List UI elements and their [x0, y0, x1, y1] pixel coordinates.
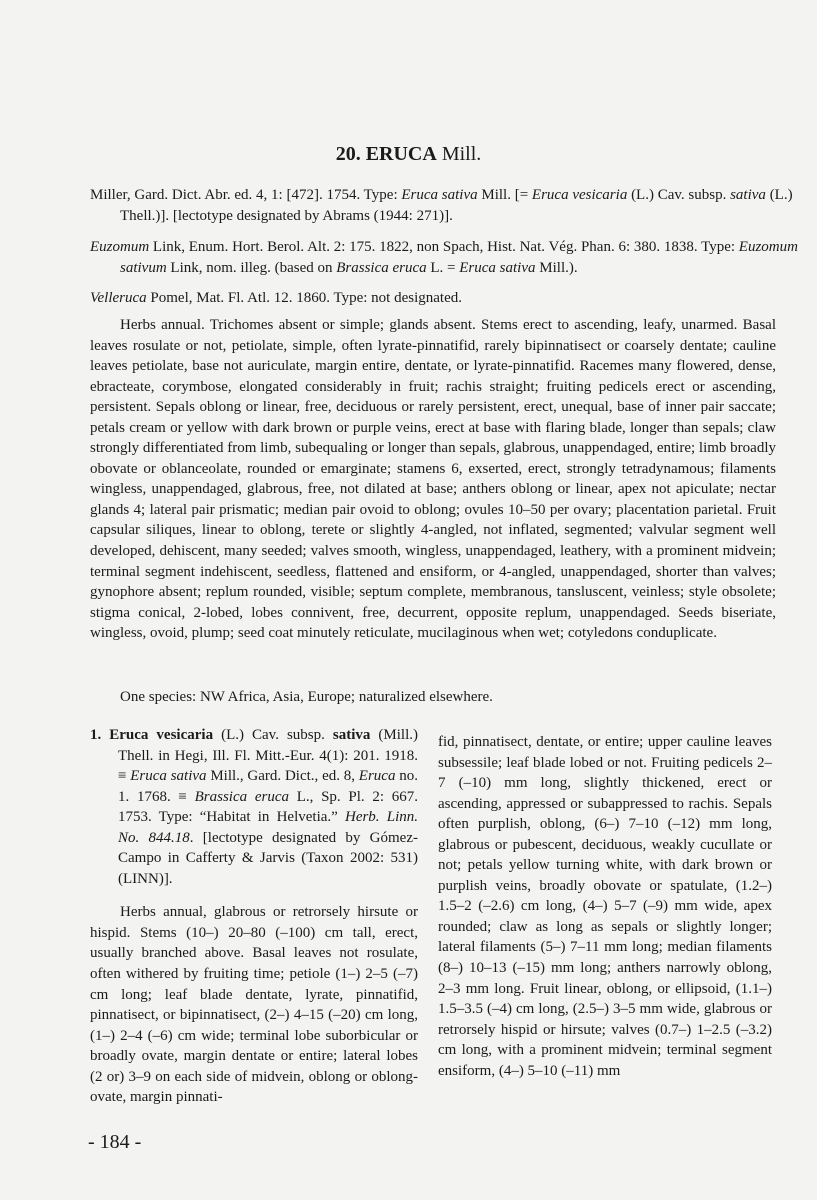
genus-description: Herbs annual. Trichomes absent or simple; glands absent. Stems erect to ascending, leafy, unarmed. Basal leaves rosulate or not, petiolate, simple, often lyrate-pinnatifid, rarely bipinnatisect or coarsely dentate; cauline leaves petiolate, base not auriculate, margin entire, dentate, or lyrate-pinnatifid. Racemes many flowered, dense, ebracteate, corymbose, elongated considerably in fruit; rachis straight; fruiting pedicels erect or ascending, persistent. Sepals oblong or linear, free, deciduous or rarely persistent, erect, unequal, base of inner pair saccate; petals cream or yellow with dark brown or purple veins, erect at base with flaring blade, longer than sepals; claw strongly differentiated from limb, subequaling or longer than sepals, glabrous, unappendaged, entire; limb broadly obovate or oblanceolate, rounded or emarginate; stamens 6, exserted, erect, strongly tetradynamous; filaments wingless, unappendaged, glabrous, free, not dilated at base; anthers oblong or linear, apex not apiculate; nectar glands 4; lateral pair prismatic; median pair ovoid to oblong; ovules 10–50 per ovary; placentation parietal. Fruit capsular siliques, linear to oblong, terete or slightly 4-angled, not inflated, segmented; valvular segment well developed, dehiscent, many seeded; valves smooth, wingless, unappendaged, leathery, with a prominent midvein; terminal segment indehiscent, seedless, flattened and ensiform, or 4-angled, unappendaged, shorter than valves; gynophore absent; replum rounded, visible; septum complete, membranous, tansluscent, veinless; style obsolete; stigma conical, 2-lobed, lobes connivent, free, decurrent, opposite replum, unappendaged. Seeds biseriate, wingless, ovoid, plump; seed coat minutely reticulate, mucilaginous when wet; cotyledons conduplicate.	[90, 317, 776, 642]
genus-author: Mill.	[441, 143, 482, 165]
genus-heading	[0, 143, 817, 166]
species-entry: 1. Eruca vesicaria (L.) Cav. subsp. sativa (Mill.) Thell. in Hegi, Ill. Fl. Mitt.-Eur. 4(1): 201. 1918. ≡ Eruca sativa Mill., Gard. Dict., ed. 8, Eruca no. 1. 1768. ≡ Brassica eruca L., Sp. Pl. 2: 667. 1753. Type: “Habitat in Helvetia.” Herb. Linn. No. 844.18. [lectotype designated by Gómez-Campo in Cafferty & Jarvis (Taxon 2002: 531) (LINN)].	[90, 727, 419, 887]
genus-name: ERUCA	[365, 143, 437, 165]
right-column	[438, 732, 772, 1081]
species-description: Herbs annual, glabrous or retrorsely hirsute or hispid. Stems (10–) 20–80 (–100) cm tall, erect, usually branched above. Basal leaves not rosulate, often withered by fruiting time; petiole (1–) 2–5 (–7) cm long; leaf blade dentate, lyrate, pinnatifid, pinnatisect, or bipinnatisect, (2–) 4–15 (–20) cm long, (1–) 2–4 (–6) cm wide; terminal lobe suborbicular or broadly ovate, margin dentate or entire; lateral lobes (2 or) 3–9 on each side of midvein, oblong or oblong-ovate, margin pinnati-	[90, 904, 418, 1106]
reference-velleruca: Velleruca Pomel, Mat. Fl. Atl. 12. 1860. Type: not designated.	[90, 290, 462, 306]
species-count: One species: NW Africa, Asia, Europe; naturalized elsewhere.	[120, 689, 493, 705]
page-number: - 184 -	[88, 1131, 142, 1153]
genus-number: 20.	[335, 143, 361, 165]
reference-miller: Miller, Gard. Dict. Abr. ed. 4, 1: [472]. 1754. Type: Eruca sativa Mill. [= Eruca vesicaria (L.) Cav. subsp. sativa (L.) Thell.)]. [lectotype designated by Abrams (1944: 271)].	[90, 187, 793, 224]
reference-euzomum: Euzomum Link, Enum. Hort. Berol. Alt. 2: 175. 1822, non Spach, Hist. Nat. Vég. Phan. 6: 380. 1838. Type: Euzomum sativum Link, nom. illeg. (based on Brassica eruca L. = Eruca sativa Mill.).	[90, 239, 798, 276]
left-column	[90, 725, 418, 1108]
species-description-continued: fid, pinnatisect, dentate, or entire; upper cauline leaves subsessile; leaf blade lobed or not. Fruiting pedicels 2–7 (–10) mm long, slightly thickened, erect or ascending, appressed or subappressed to rachis. Sepals often purplish, oblong, (6–) 7–10 (–12) mm long, glabrous or pubescent, deciduous, weakly cucullate or not; petals yellow turning white, with dark brown or purplish veins, broadly obovate or spatulate, (1.2–) 1.5–2 (–2.6) cm long, (4–) 5–7 (–9) mm wide, apex rounded; claw as long as sepals or slightly longer; lateral filaments (5–) 7–11 mm long; median filaments (8–) 10–13 (–15) mm long; anthers narrowly oblong, 2–3 mm long. Fruit linear, oblong, or ellipsoid, (1.1–) 1.5–3.5 (–4) cm long, (2.5–) 3–5 mm wide, glabrous or retrorsely hispid or hirsute; valves (0.7–) 1–2.5 (–3.2) cm long, with a prominent midvein; terminal segment ensiform, (4–) 5–10 (–11) mm	[438, 734, 772, 1079]
